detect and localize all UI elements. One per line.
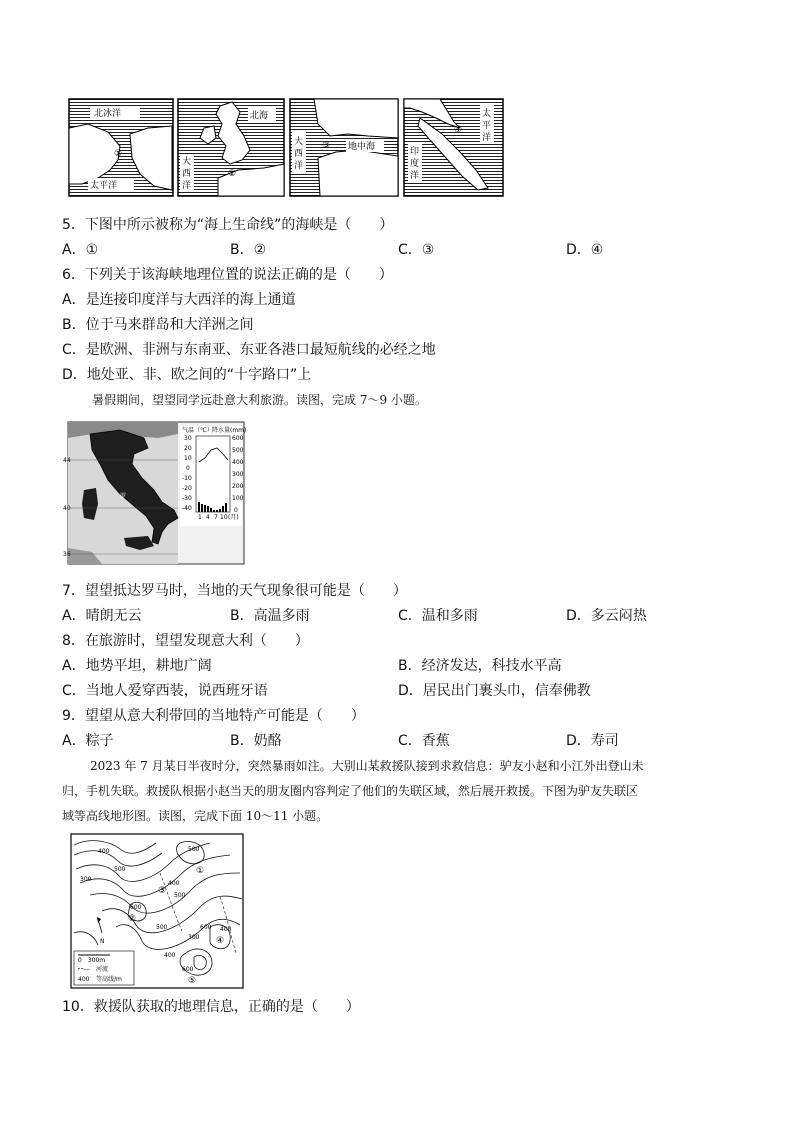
label-north-sea: 北海 xyxy=(250,111,269,121)
strait-panel-2 xyxy=(178,99,284,196)
q8-option-d[interactable]: D．居民出门裹头巾，信奉佛教 xyxy=(398,683,591,699)
q9-stem: 9．望望从意大利带回的当地特产可能是（ ） xyxy=(62,708,365,724)
q7-option-c[interactable]: C．温和多雨 xyxy=(398,608,478,624)
contour-label: 600 xyxy=(182,966,194,973)
temp-tick-30: 30 xyxy=(184,435,192,442)
q8-option-a[interactable]: A．地势平坦，耕地广阔 xyxy=(62,658,212,674)
temp-tick-0: 0 xyxy=(186,465,190,472)
month-tick-7: 7 xyxy=(214,514,218,521)
contour-label: 600 xyxy=(130,904,142,911)
q6-option-a[interactable]: A．是连接印度洋与大西洋的海上通道 xyxy=(62,292,296,308)
contour-map-svg xyxy=(70,833,244,989)
label-atlantic-1-char2: 西 xyxy=(182,169,192,179)
strait-map-svg xyxy=(68,98,504,198)
legend-contour-label: 等高线/m xyxy=(96,976,122,983)
precip-tick-600: 600 xyxy=(232,435,244,442)
label-pacific-2-char3: 洋 xyxy=(482,133,492,143)
q8-option-c[interactable]: C．当地人爱穿西装，说西班牙语 xyxy=(62,683,268,699)
temp-tick-m20: -20 xyxy=(182,485,192,492)
precip-tick-200: 200 xyxy=(232,483,244,490)
strait-marker-3: ③ xyxy=(322,141,331,151)
temp-tick-m10: -10 xyxy=(182,475,192,482)
q5-option-b[interactable]: B．② xyxy=(230,242,267,258)
precip-tick-500: 500 xyxy=(232,447,244,454)
q6-option-d[interactable]: D．地处亚、非、欧之间的“十字路口”上 xyxy=(62,367,312,383)
contour-label: 400 xyxy=(168,880,180,887)
intro-10-11 xyxy=(62,754,742,829)
contour-label: 600 xyxy=(200,924,212,931)
climate-precip-title: 降水量(mm) xyxy=(212,427,247,434)
lat-label-44: 44 xyxy=(63,457,71,464)
month-tick-10: 10 xyxy=(220,514,228,521)
contour-label: 400 xyxy=(98,848,110,855)
q9-option-b[interactable]: B．奶酪 xyxy=(230,733,282,749)
label-indian-char3: 洋 xyxy=(410,171,420,181)
q7-option-b[interactable]: B．高温多雨 xyxy=(230,608,310,624)
strait-panel-3 xyxy=(290,99,398,196)
label-pacific-2-char1: 太 xyxy=(482,109,492,119)
rome-label: 罗 xyxy=(120,493,127,500)
label-mediterranean: 地中海 xyxy=(348,142,376,152)
map-legend xyxy=(74,951,134,985)
label-atlantic-1-char3: 洋 xyxy=(182,181,192,191)
label-indian-char1: 印 xyxy=(410,147,420,157)
location-marker-4: ④ xyxy=(216,936,225,946)
contour-map-figure xyxy=(70,833,244,989)
q9-option-d[interactable]: D．寿司 xyxy=(566,733,619,749)
contour-label: 500 xyxy=(114,866,126,873)
month-tick-1: 1 xyxy=(198,514,202,521)
contour-label: 500 xyxy=(156,924,168,931)
precip-tick-100: 100 xyxy=(232,495,244,502)
contour-label: 300 xyxy=(188,934,200,941)
label-pacific-2-char2: 平 xyxy=(482,121,492,131)
q8-option-b[interactable]: B．经济发达，科技水平高 xyxy=(398,658,562,674)
q5-option-a[interactable]: A．① xyxy=(62,242,99,258)
strait-panel-1 xyxy=(69,99,173,196)
q7-option-d[interactable]: D．多云闷热 xyxy=(566,608,647,624)
contour-label: 500 xyxy=(174,892,186,899)
q9-option-a[interactable]: A．粽子 xyxy=(62,733,114,749)
label-atlantic-2-char1: 大 xyxy=(294,137,304,147)
q10-stem: 10．救援队获取的地理信息，正确的是（ ） xyxy=(62,999,360,1015)
strait-marker-4: ④ xyxy=(454,125,463,135)
label-atlantic-1-char1: 大 xyxy=(182,157,192,167)
location-marker-1: ① xyxy=(196,866,205,876)
q5-stem: 5．下图中所示被称为“海上生命线”的海峡是（ ） xyxy=(62,217,394,233)
north-label: N xyxy=(100,938,105,945)
label-atlantic-2-char2: 西 xyxy=(294,149,304,159)
strait-marker-2: ② xyxy=(228,169,237,179)
precip-tick-0: 0 xyxy=(234,507,238,514)
italy-figure xyxy=(62,420,248,566)
contour-label: 400 xyxy=(220,926,232,933)
strait-marker-1: ① xyxy=(114,149,123,159)
scale-label: 0 300m xyxy=(78,957,106,964)
temp-tick-20: 20 xyxy=(184,445,192,452)
intro-10-11-line2: 归，手机失联。救援队根据小赵当天的朋友圈内容判定了他们的失联区域，然后展开救援。下图为驴友失联区 xyxy=(62,784,639,798)
strait-figure xyxy=(68,98,504,198)
intro-7-9: 暑假期间，望望同学远赴意大利旅游。读图，完成 7～9 小题。 xyxy=(92,393,427,407)
contour-label: 400 xyxy=(164,952,176,959)
month-tick-unit: (月) xyxy=(228,514,239,521)
location-marker-5: ⑤ xyxy=(188,976,197,986)
label-indian-char2: 度 xyxy=(410,159,420,169)
temp-tick-m30: -30 xyxy=(182,495,192,502)
q8-stem: 8．在旅游时，望望发现意大利（ ） xyxy=(62,633,309,649)
q6-stem: 6．下列关于该海峡地理位置的说法正确的是（ ） xyxy=(62,267,393,283)
q6-option-c[interactable]: C．是欧洲、非洲与东南亚、东亚各港口最短航线的必经之地 xyxy=(62,342,436,358)
legend-contour-sample: 400 xyxy=(78,976,90,983)
strait-panel-4 xyxy=(404,99,503,196)
climate-chart xyxy=(180,426,246,526)
label-atlantic-2-char3: 洋 xyxy=(294,161,304,171)
italy-map-svg xyxy=(62,420,248,566)
q7-option-a[interactable]: A．晴朗无云 xyxy=(62,608,142,624)
month-tick-4: 4 xyxy=(206,514,210,521)
q5-option-d[interactable]: D．④ xyxy=(566,242,604,258)
temp-tick-m40: -40 xyxy=(182,505,192,512)
intro-10-11-line3: 域等高线地形图。读图，完成下面 10～11 小题。 xyxy=(62,809,329,823)
lat-label-36: 36 xyxy=(63,551,71,558)
lat-label-40: 40 xyxy=(63,505,71,512)
contour-label: 300 xyxy=(80,876,92,883)
q9-option-c[interactable]: C．香蕉 xyxy=(398,733,450,749)
climate-temp-title: 气温（℃） xyxy=(182,427,213,434)
label-pacific-ocean-1: 太平洋 xyxy=(90,181,118,191)
precip-tick-400: 400 xyxy=(232,459,244,466)
location-marker-2: ② xyxy=(128,914,137,924)
legend-river-label: 河流 xyxy=(96,966,109,973)
label-arctic-ocean: 北冰洋 xyxy=(94,109,122,119)
contour-label: 500 xyxy=(188,846,200,853)
intro-10-11-line1: 2023 年 7 月某日半夜时分，突然暴雨如注。大别山某救援队接到求救信息：驴友小赵和小江外出登山未 xyxy=(90,759,644,773)
precip-tick-300: 300 xyxy=(232,471,244,478)
location-marker-3: ③ xyxy=(158,886,167,896)
q6-option-b[interactable]: B．位于马来群岛和大洋洲之间 xyxy=(62,317,254,333)
q5-option-c[interactable]: C．③ xyxy=(398,242,435,258)
q7-stem: 7．望望抵达罗马时，当地的天气现象很可能是（ ） xyxy=(62,583,407,599)
temp-tick-10: 10 xyxy=(184,455,192,462)
